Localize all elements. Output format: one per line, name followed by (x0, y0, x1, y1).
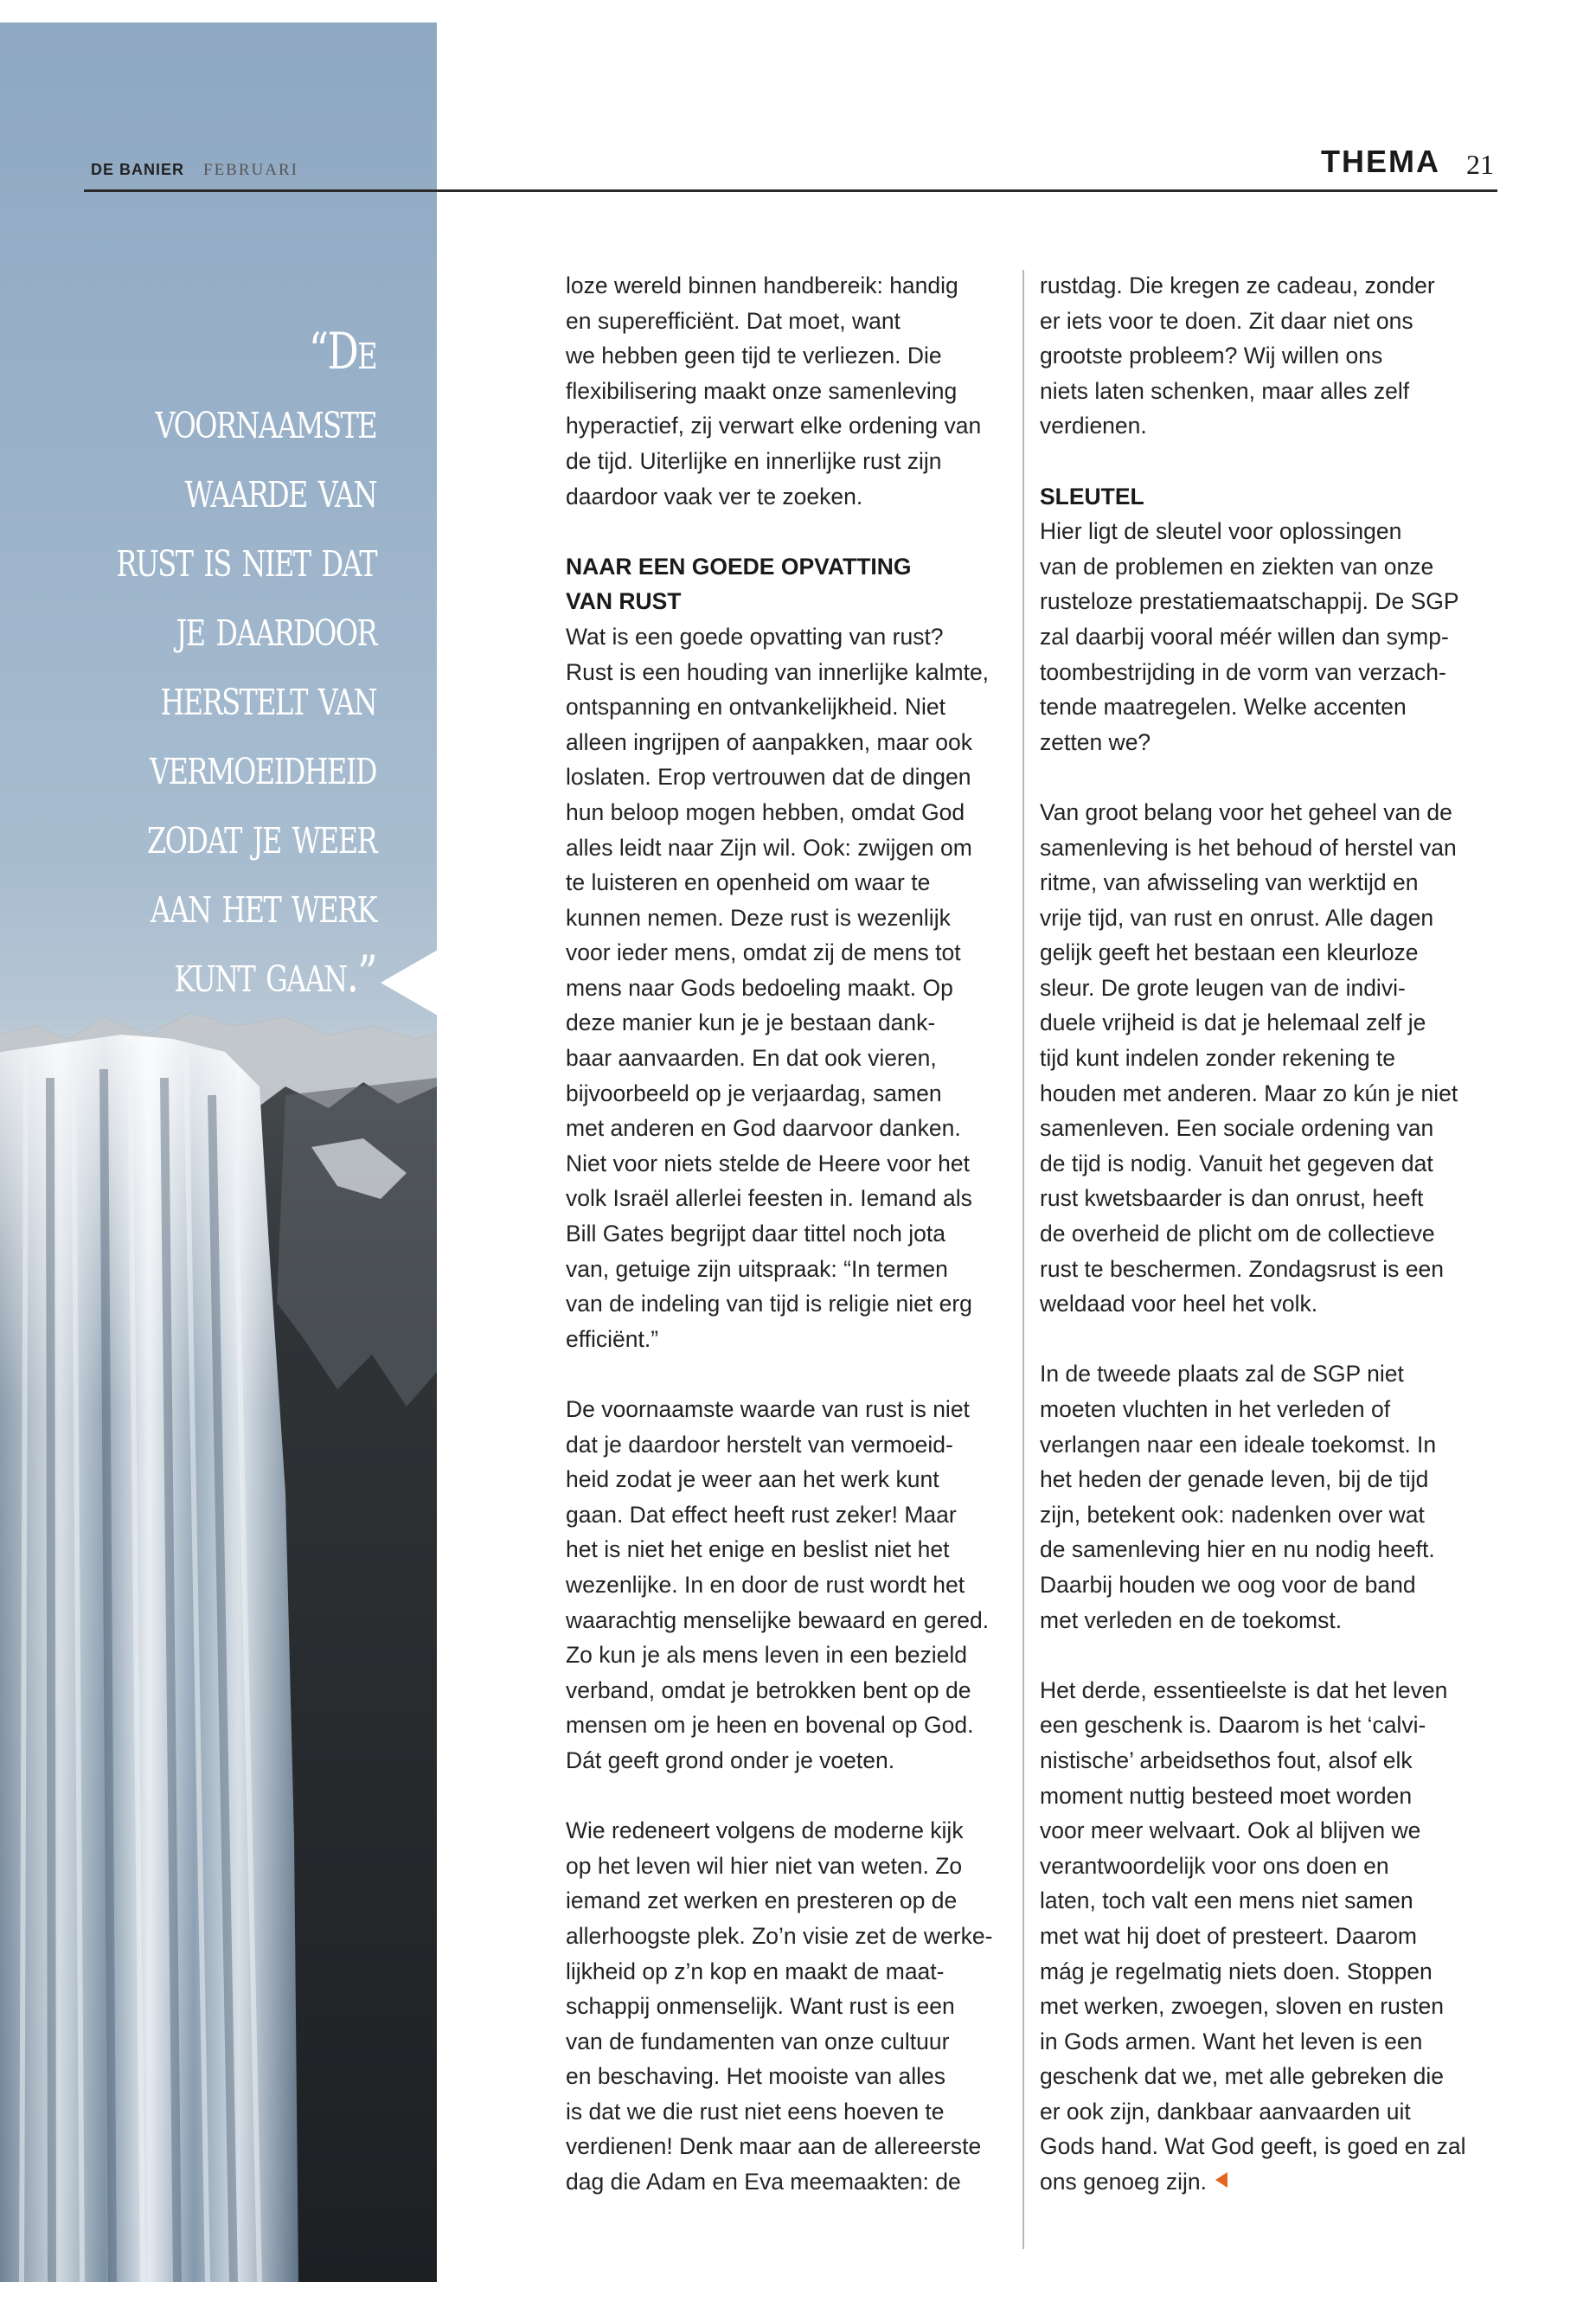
text-line: toombestrijding in de vorm van verzach- (1040, 658, 1446, 685)
text-line: Dát geeft grond onder je voeten. (566, 1747, 895, 1773)
text-line: tende maatregelen. Welke accenten (1040, 694, 1407, 721)
text-line: houden met anderen. Maar zo kún je niet (1040, 1080, 1458, 1106)
text-line: loze wereld binnen handbereik: handig (566, 272, 958, 298)
pull-quote-line: kunt gaan.” (174, 945, 376, 1003)
text-line: met wat hij doet of presteert. Daarom (1040, 1922, 1417, 1949)
text-line: heid zodat je weer aan het werk kunt (566, 1466, 939, 1493)
section-title: THEMA (1321, 144, 1440, 179)
text-line: loslaten. Erop vertrouwen dat de dingen (566, 764, 971, 791)
pull-quote-line: herstelt van (160, 668, 376, 727)
column-divider (1022, 270, 1024, 2249)
text-line: gelijk geeft het bestaan een kleurloze (1040, 939, 1419, 966)
text-line: van de fundamenten van onze cultuur (566, 2028, 950, 2054)
text-line: iemand zet werken en presteren op de (566, 1888, 958, 1914)
text-line: schappij onmenselijk. Want rust is een (566, 1993, 955, 2020)
text-line: met werken, zwoegen, sloven en rusten (1040, 1993, 1444, 2020)
text-line: mág je regelmatig niets doen. Stoppen (1040, 1958, 1433, 1984)
pull-quote (106, 317, 376, 1009)
text-line: dat je daardoor herstelt van vermoeid- (566, 1431, 953, 1458)
text-line: Het derde, essentieelste is dat het leven (1040, 1676, 1448, 1703)
text-line: wezenlijke. In en door de rust wordt het (566, 1571, 965, 1598)
text-line: daardoor vaak ver te zoeken. (566, 483, 863, 510)
text-line: In de tweede plaats zal de SGP niet (1040, 1361, 1404, 1388)
text-line: verlangen naar een ideale toekomst. In (1040, 1431, 1437, 1458)
pull-quote-line: vermoeidheid (150, 737, 376, 796)
paragraph (566, 1392, 1033, 1779)
text-line: allerhoogste plek. Zo’n visie zet de werke- (566, 1922, 993, 1949)
text-line: met anderen en God daarvoor danken. (566, 1115, 961, 1142)
paragraph (566, 1813, 1033, 2200)
text-line: grootste probleem? Wij willen ons (1040, 343, 1383, 369)
text-line: alleen ingrijpen of aanpakken, maar ook (566, 728, 972, 755)
text-line: verdienen. (1040, 413, 1147, 439)
text-line: voor ieder mens, omdat zij de mens tot (566, 939, 961, 966)
waterfall-photo (0, 22, 437, 2282)
text-line: tijd kunt indelen zonder rekening te (1040, 1045, 1396, 1072)
text-line: rust te beschermen. Zondagsrust is een (1040, 1255, 1444, 1282)
text-line: zal daarbij vooral méér willen dan symp- (1040, 623, 1449, 650)
text-line: Gods hand. Wat God geeft, is goed en zal (1040, 2133, 1466, 2160)
pull-quote-line: waarde van (184, 460, 376, 519)
text-line: deze manier kun je je bestaan dank- (566, 1009, 936, 1036)
text-line: rust kwetsbaarder is dan onrust, heeft (1040, 1185, 1424, 1212)
text-line: verband, omdat je betrokken bent op de (566, 1676, 971, 1703)
text-line: gaan. Dat effect heeft rust zeker! Maar (566, 1501, 957, 1528)
text-line: hyperactief, zij verwart elke ordening van (566, 413, 982, 439)
text-line: van de problemen en ziekten van onze (1040, 553, 1434, 580)
text-line: ritme, van afwisseling van werktijd en (1040, 869, 1419, 896)
text-line: mens naar Gods bedoeling maakt. Op (566, 974, 953, 1001)
paragraph-intro (1040, 268, 1498, 444)
text-line: duele vrijheid is dat je helemaal zelf je (1040, 1009, 1426, 1036)
text-line: en beschaving. Het mooiste van alles (566, 2063, 945, 2090)
text-line: laten, toch valt een mens niet samen (1040, 1888, 1413, 1914)
photo-notch (381, 950, 438, 1016)
text-line: van, getuige zijn uitspraak: “In termen (566, 1255, 948, 1282)
text-line: de overheid de plicht om de collectieve (1040, 1221, 1435, 1247)
text-line: ontspanning en ontvankelijkheid. Niet (566, 694, 946, 721)
text-line: en superefficiënt. Dat moet, want (566, 307, 901, 334)
text-line: verantwoordelijk voor ons doen en (1040, 1852, 1389, 1879)
text-line: weldaad voor heel het volk. (1040, 1291, 1318, 1317)
text-line: Wat is een goede opvatting van rust? (566, 623, 944, 650)
issue-month: FEBRUARI (203, 161, 298, 179)
paragraph (1040, 1356, 1498, 1638)
paragraph (1040, 514, 1498, 760)
text-line: Niet voor niets stelde de Heere voor het (566, 1150, 970, 1176)
text-line: van de indeling van tijd is religie niet erg (566, 1291, 972, 1317)
paragraph-intro (566, 268, 1033, 514)
text-line: een geschenk is. Daarom is het ‘calvi- (1040, 1712, 1426, 1739)
text-line: rusteloze prestatiemaatschappij. De SGP (1040, 588, 1459, 615)
text-line: lijkheid op z’n kop en maakt de maat- (566, 1958, 945, 1984)
text-line: het heden der genade leven, bij de tijd (1040, 1466, 1429, 1493)
text-line: sleur. De grote leugen van de indivi- (1040, 974, 1406, 1001)
text-line: in Gods armen. Want het leven is een (1040, 2028, 1423, 2054)
subheading-line: NAAR EEN GOEDE OPVATTING (566, 553, 912, 580)
masthead: DE BANIER (91, 161, 185, 178)
text-line: er iets voor te doen. Zit daar niet ons (1040, 307, 1413, 334)
text-line: Bill Gates begrijpt daar tittel noch jota (566, 1221, 945, 1247)
text-line: op het leven wil hier niet van weten. Zo (566, 1852, 963, 1879)
text-line: er ook zijn, dankbaar aanvaarden uit (1040, 2098, 1411, 2125)
text-line: hun beloop mogen hebben, omdat God (566, 798, 965, 825)
last-text-line (1040, 2164, 1498, 2200)
text-line: de tijd is nodig. Vanuit het gegeven dat (1040, 1150, 1433, 1176)
text-line: Zo kun je als mens leven in een bezield (566, 1642, 968, 1669)
paragraph (566, 619, 1033, 1356)
text-line: ons genoeg zijn. (1040, 2169, 1208, 2195)
page-number: 21 (1466, 149, 1494, 180)
text-line: bijvoorbeeld op je verjaardag, samen (566, 1080, 942, 1106)
text-line: is dat we die rust niet eens hoeven te (566, 2098, 945, 2125)
text-line: met verleden en de toekomst. (1040, 1606, 1343, 1633)
subheading: SLEUTEL (1040, 483, 1144, 510)
pull-quote-line: “De voornaamste (155, 322, 376, 450)
text-line: moeten vluchten in het verleden of (1040, 1396, 1391, 1422)
text-line: Van groot belang voor het geheel van de (1040, 798, 1452, 825)
text-line: voor meer welvaart. Ook al blijven we (1040, 1817, 1421, 1844)
pull-quote-line: rust is niet dat (116, 529, 376, 588)
text-line: niets laten schenken, maar alles zelf (1040, 377, 1410, 404)
text-line: verdienen! Denk maar aan de allereerste (566, 2133, 982, 2160)
text-line: Daarbij houden we oog voor de band (1040, 1571, 1416, 1598)
text-line: zijn, betekent ook: nadenken over wat (1040, 1501, 1425, 1528)
text-line: de tijd. Uiterlijke en innerlijke rust zijn (566, 447, 942, 474)
text-line: geschenk dat we, met alle gebreken die (1040, 2063, 1444, 2090)
pull-quote-line: zodat je weer (146, 806, 376, 865)
text-line: volk Israël allerlei feesten in. Iemand als (566, 1185, 972, 1212)
article-column-2 (1040, 268, 1498, 2200)
text-line: het is niet het enige en beslist niet het (566, 1536, 950, 1563)
text-line: alles leidt naar Zijn wil. Ook: zwijgen om (566, 834, 972, 861)
text-line: rustdag. Die kregen ze cadeau, zonder (1040, 272, 1435, 298)
pull-quote-line: je daardoor (176, 599, 376, 657)
text-line: moment nuttig besteed moet worden (1040, 1782, 1413, 1809)
paragraph (1040, 795, 1498, 1322)
text-line: flexibilisering maakt onze samenleving (566, 377, 958, 404)
subheading (566, 549, 1033, 619)
text-line: mensen om je heen en bovenal op God. (566, 1712, 974, 1739)
text-line: vrije tijd, van rust en onrust. Alle dagen (1040, 904, 1434, 931)
subheading-line: VAN RUST (566, 588, 682, 615)
paragraph (1040, 1673, 1498, 2200)
text-line: De voornaamste waarde van rust is niet (566, 1396, 970, 1422)
header-rule (84, 189, 1497, 192)
text-line: te luisteren en openheid om waar te (566, 869, 931, 896)
text-line: dag die Adam en Eva meemaakten: de (566, 2169, 961, 2195)
text-line: samenleving is het behoud of herstel van (1040, 834, 1457, 861)
end-of-article-icon (1215, 2172, 1227, 2188)
article-column-1 (566, 268, 1033, 2200)
text-line: Rust is een houding van innerlijke kalmte, (566, 658, 990, 685)
text-line: Hier ligt de sleutel voor oplossingen (1040, 518, 1402, 545)
pull-quote-line: aan het werk (151, 875, 376, 934)
text-line: we hebben geen tijd te verliezen. Die (566, 343, 942, 369)
text-line: nistische’ arbeidsethos fout, alsof elk (1040, 1747, 1413, 1773)
text-line: zetten we? (1040, 728, 1151, 755)
text-line: kunnen nemen. Deze rust is wezenlijk (566, 904, 951, 931)
text-line: Wie redeneert volgens de moderne kijk (566, 1817, 964, 1844)
text-line: waarachtig menselijke bewaard en gered. (566, 1606, 990, 1633)
text-line: efficiënt.” (566, 1325, 659, 1352)
text-line: baar aanvaarden. En dat ook vieren, (566, 1045, 937, 1072)
text-line: de samenleving hier en nu nodig heeft. (1040, 1536, 1435, 1563)
text-line: samenleven. Een sociale ordening van (1040, 1115, 1434, 1142)
